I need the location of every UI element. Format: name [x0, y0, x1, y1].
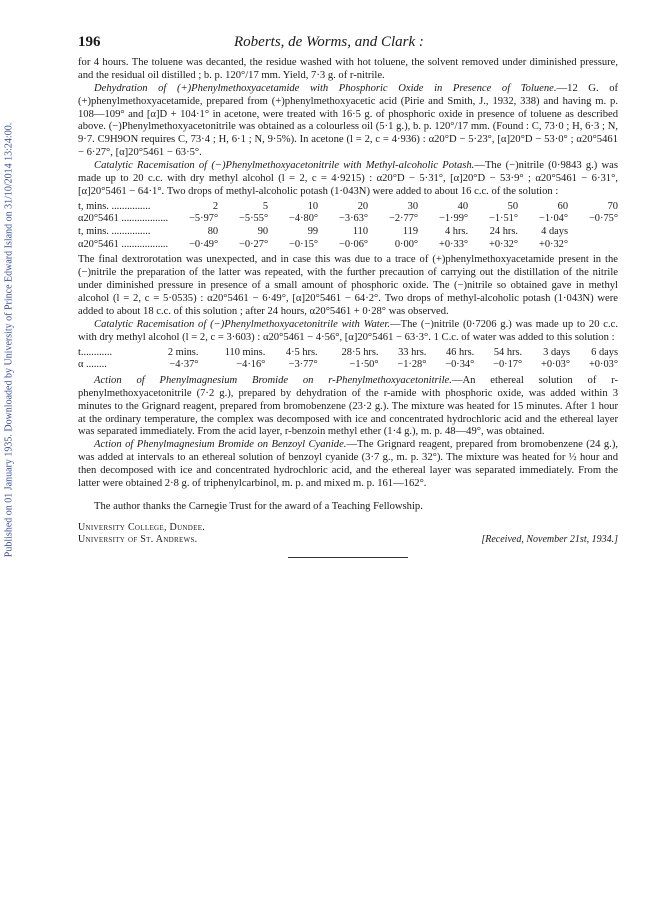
paragraph-grignard-nitrile — [78, 375, 618, 440]
running-title: Roberts, de Worms, and Clark : — [234, 34, 424, 50]
table-cell: 33 hrs. — [398, 346, 427, 358]
section-heading: Catalytic Racemisation of (−)Phenylmethoxyacetonitrile with Methyl-alcoholic Potash. — [94, 160, 475, 172]
table-cell: 3 days — [543, 346, 571, 358]
table-cell: −5·97° — [189, 213, 219, 225]
table-cell: 54 hrs. — [493, 346, 523, 358]
table-row — [78, 347, 618, 360]
table-cell: +0·33° — [438, 238, 469, 250]
table-cell: −4·80° — [289, 213, 319, 225]
table-cell: 110 mins. — [224, 346, 266, 358]
table-cell: 50 — [507, 200, 519, 212]
table-cell: −0·15° — [289, 238, 319, 250]
address-row — [78, 534, 618, 547]
table-cell: −0·34° — [445, 359, 475, 371]
section-heading: Action of Phenylmagnesium Bromide on Benzoyl Cyanide. — [94, 439, 347, 451]
table-cell: 4·5 hrs. — [285, 346, 318, 358]
table-cell: −0·49° — [189, 238, 219, 250]
table-cell: −5·55° — [239, 213, 269, 225]
paragraph-1: for 4 hours. The toluene was decanted, the residue washed with hot toluene, the solvent removed under diminished pressure, and the residual oil distilled ; b. p. 120°/17 mm. Yield, 7·3 g. of r-nitrile. — [78, 56, 618, 81]
table-cell: 110 — [352, 226, 369, 238]
table-cell: 5 — [262, 200, 269, 212]
section-heading: Catalytic Racemisation of (−)Phenylmethoxyacetonitrile with Water. — [94, 318, 391, 330]
section-heading: Action of Phenylmagnesium Bromide on r-Phenylmethoxyacetonitrile. — [94, 374, 452, 386]
table-cell: +0·32° — [488, 238, 519, 250]
rotation-table-water — [78, 347, 618, 372]
rotation-table-potash — [78, 201, 618, 251]
row-label: α ........ — [78, 359, 107, 371]
table-cell: 4 hrs. — [444, 226, 469, 238]
table-cell: −2·77° — [389, 213, 419, 225]
table-cell: 24 hrs. — [489, 226, 519, 238]
address-line: University College, Dundee. — [78, 521, 206, 533]
table-cell — [568, 239, 618, 252]
row-label: t, mins. ............... — [78, 226, 151, 238]
paragraph-body: —The (−)nitrile (0·7206 g.) was made up to 20 c.c. with dry methyl alcohol (l = 2, c = 3·603) : α20°5461 − 4·56°, [α]20°5461 − 63·3°. 1 C.c. of water was added to this solution : — [78, 318, 618, 343]
table-cell: −0·06° — [339, 238, 369, 250]
table-cell: 6 days — [591, 346, 618, 358]
table-cell: 0·00° — [394, 238, 419, 250]
table-cell: −1·51° — [488, 213, 519, 225]
paragraph-body: —The Grignard reagent, prepared from bromobenzene (24 g.), was added at intervals to an ethereal solution of benzoyl cyanide (3·7 g., m. p. 32°). The mixture was heated for ½ hour and then decomposed with ice and concentrated hydrochloric acid, and the ethereal layer was separated immediately. From the latter were obtained 2·8 g. of triphenylcarbinol, m. p. and mixed m. p. 161—162°. — [78, 439, 618, 490]
paragraph-body: —An ethereal solution of r-phenylmethoxyacetonitrile (7·2 g.), prepared by dehydration of the r-amide with phosphoric oxide, was added within 3 minutes to the Grignard reagent, prepared from bromobenzene (23·2 g.). The mixture was heated for 15 minutes. After 1 hour at the ordinary temperature, the complex was decomposed with ice and concentrated hydrochloric acid and the ethereal layer was separated immediately. From the acid layer, r-benzoin methyl ether (1·4 g.), m. p. 48—49°, was obtained. — [78, 374, 618, 438]
paragraph-racemisation-water — [78, 319, 618, 345]
paragraph-racemisation-potash — [78, 160, 618, 199]
table-cell: −3·77° — [288, 359, 318, 371]
table-cell: 90 — [257, 226, 269, 238]
table-row — [78, 201, 618, 214]
table-cell: +0·03° — [588, 359, 618, 371]
table-cell: −4·16° — [236, 359, 266, 371]
section-heading: Dehydration of (+)Phenylmethoxyacetamide with Phosphoric Oxide in Presence of Toluene. — [94, 82, 557, 94]
row-label: α20°5461 .................. — [78, 213, 169, 225]
table-cell: 28·5 hrs. — [341, 346, 379, 358]
row-label: α20°5461 .................. — [78, 238, 169, 250]
table-cell: 30 — [407, 200, 419, 212]
publication-sidebar — [0, 0, 18, 912]
address-line: University of St. Andrews. — [78, 534, 198, 546]
table-cell: +0·03° — [540, 359, 571, 371]
paragraph-dextrorotation: The final dextrorotation was unexpected, and in case this was due to a trace of (+)phenylmethoxyacetamide present in the (−)nitrile the preparation of the latter was repeated, with the further precaution of carrying out the distillation of the nitrile under diminished pressure in presence of a small amount of phosphoric oxide. The (−)nitrile so obtained gave in methyl alcohol (l = 2, c = 5·0535) : α20°5461 − 6·49°, [α]20°5461 − 64·2°. Two drops of methyl-alcoholic potash (1·043N) were added to about 18 c.c. of this solution ; after 24 hours, α20°5461 + 0·28° was observed. — [78, 254, 618, 317]
table-cell: 2 mins. — [167, 346, 199, 358]
paragraph-body: —12 G. of (+)phenylmethoxyacetamide, prepared from (+)phenylmethoxyacetic acid (Pirie and Smith, J., 1932, 338) and having m. p. 108—109° and [α]D + 104·1° in acetone, were treated with 16·5 g. of phosphoric oxide in presence of toluene as described above. (−)Phenylmethoxyacetonitrile was obtained as a colourless oil (5·1 g.), b. p. 120°/17 mm. (Found : C, 73·0 ; H, 6·3 ; N, 9·7. C9H9ON requires C, 73·4 ; H, 6·1 ; N, 9·5%). In acetone (l = 2, c = 4·936) : α20°D − 5·23°, [α]20°D − 53·0° ; α20°5461 − 6·27°, [α]20°5461 − 63·5°. — [78, 82, 619, 159]
table-cell: 119 — [402, 226, 419, 238]
address-block — [78, 522, 618, 547]
page-number: 196 — [78, 34, 101, 50]
table-cell: 2 — [212, 200, 219, 212]
table-cell: 60 — [557, 200, 569, 212]
table-cell: −1·50° — [349, 359, 379, 371]
paragraph-grignard-cyanide — [78, 439, 618, 491]
table-cell: 80 — [207, 226, 219, 238]
page-content — [78, 36, 618, 558]
table-cell: 99 — [307, 226, 319, 238]
table-row — [78, 226, 618, 239]
table-cell: 46 hrs. — [445, 346, 475, 358]
page-header — [78, 36, 618, 49]
table-cell: −1·04° — [538, 213, 569, 225]
table-cell: −1·28° — [397, 359, 427, 371]
table-row — [78, 213, 618, 226]
publication-note: Published on 01 January 1935. Downloaded by University of Prince Edward Island on 31/10/2014 13:24:00. — [3, 122, 15, 558]
table-cell: 20 — [357, 200, 369, 212]
table-cell: 10 — [307, 200, 319, 212]
end-rule — [288, 557, 408, 558]
table-cell: −0·17° — [493, 359, 523, 371]
row-label: t, mins. ............... — [78, 200, 151, 212]
row-label: t............ — [78, 346, 113, 358]
table-cell: +0·32° — [538, 238, 569, 250]
received-date: [Received, November 21st, 1934.] — [481, 534, 618, 546]
table-row — [78, 239, 618, 252]
paragraph-dehydration — [78, 83, 618, 160]
acknowledgement: The author thanks the Carnegie Trust for the award of a Teaching Fellowship. — [94, 500, 423, 512]
table-cell: −1·99° — [438, 213, 469, 225]
table-cell: −0·27° — [239, 238, 269, 250]
table-cell: 70 — [607, 200, 618, 212]
table-cell: −3·63° — [339, 213, 369, 225]
table-cell — [568, 226, 618, 239]
table-cell: 4 days — [541, 226, 569, 238]
table-row — [78, 359, 618, 372]
table-cell: −0·75° — [588, 213, 618, 225]
table-cell: 40 — [457, 200, 469, 212]
table-cell: −4·37° — [169, 359, 199, 371]
paragraph-body: —The (−)nitrile (0·9843 g.) was made up to 20 c.c. with dry methyl alcohol (l = 2, c = 4·9215) : α20°D − 5·31°, [α]20°D − 53·9° ; α20°5461 − 6·31°, [α]20°5461 − 64·1°. Two drops of methyl-alcoholic potash (1·043N) were added to about 16 c.c. of the solution : — [78, 160, 618, 197]
